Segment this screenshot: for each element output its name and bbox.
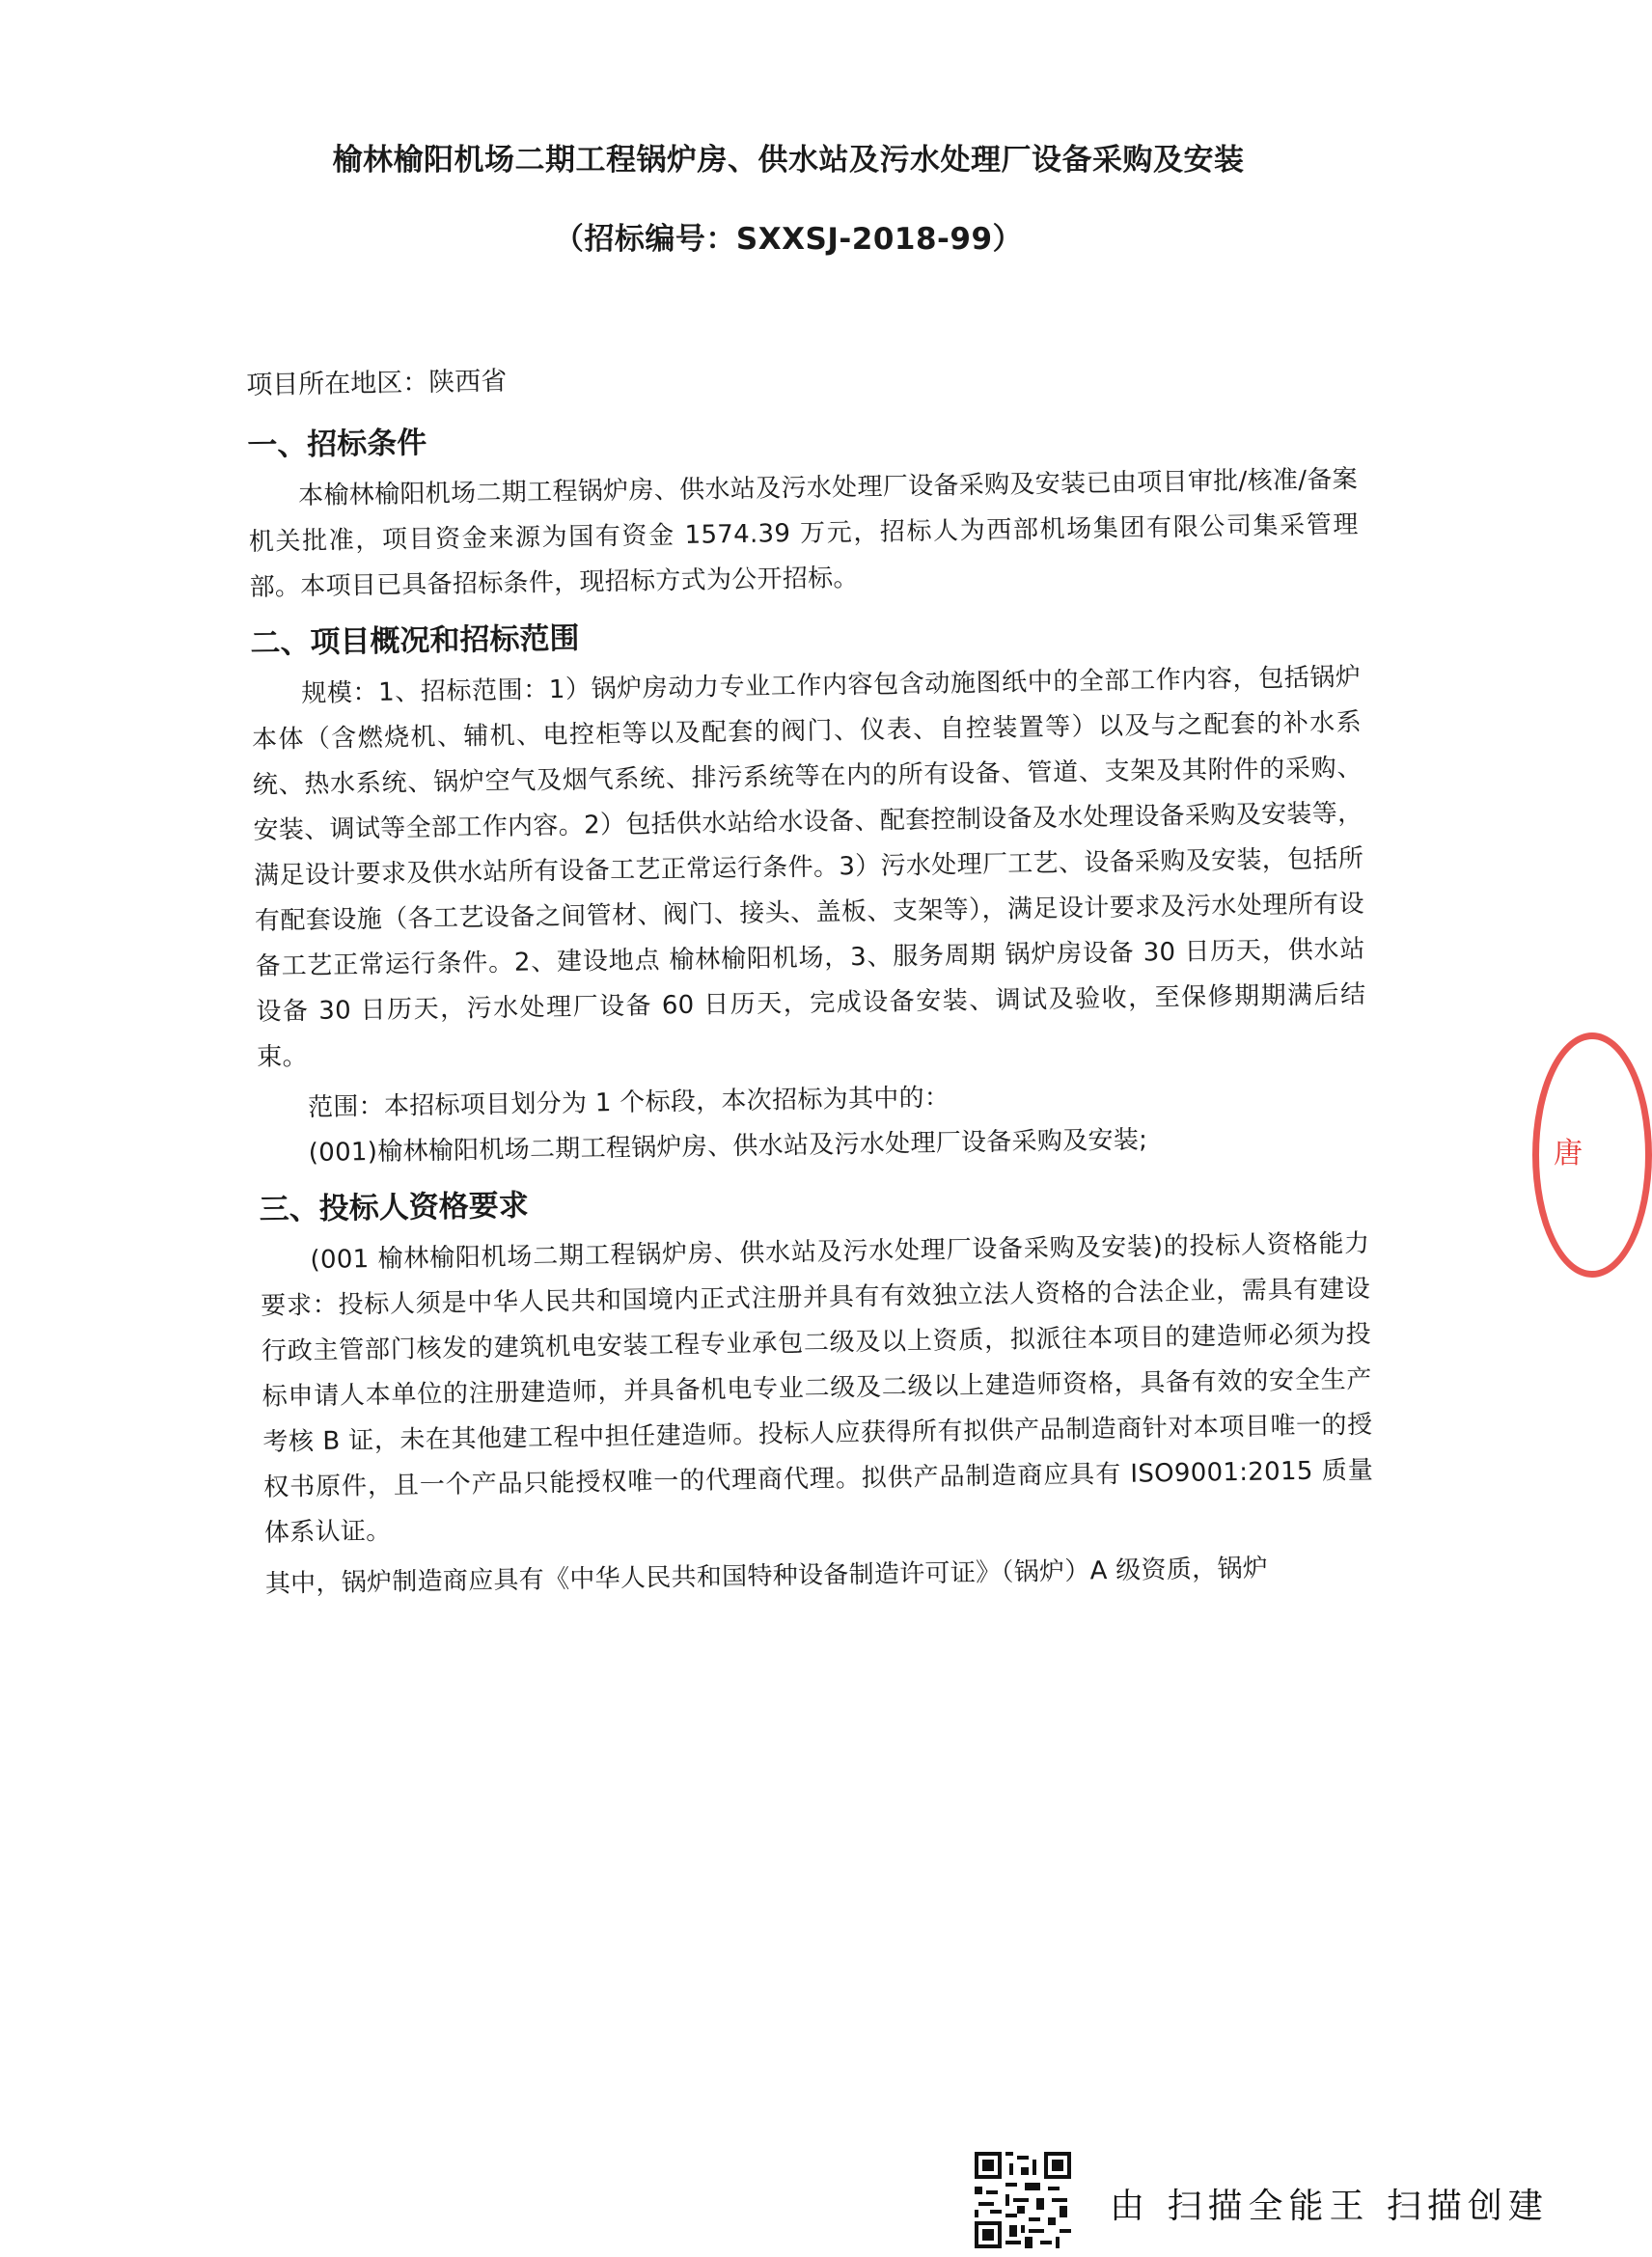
red-seal-glyph: 唐 (1554, 1137, 1583, 1170)
section-2-heading: 二、项目概况和招标范围 (250, 620, 580, 661)
section-1-heading: 一、招标条件 (247, 426, 427, 463)
document-body (246, 349, 1375, 1608)
section-3-body: (001 榆林榆阳机场二期工程锅炉房、供水站及污水处理厂设备采购及安装)的投标人资格能力要求：投标人须是中华人民共和国境内正式注册并具有有效独立法人资格的合法企业，需具有建设行政主管部门核发的建筑机电安装工程专业承包二级及以上资质，拟派往本项目的建造师必须为投标申请人本单位的注册建造师，并具备机电专业二级及二级以上建造师资格，具备有效的安全生产考核 B 证，未在其他建工程中担任建造师。投标人应获得所有拟供产品制造商针对本项目唯一的授权书原件，且一个产品只能授权唯一的代理商代理。拟供产品制造商应具有 ISO9001:2015 质量体系认证。 (261, 1228, 1374, 1548)
scanner-watermark-text: 由 扫描全能王 扫描创建 (1110, 2187, 1549, 2226)
qr-code-icon (975, 2152, 1071, 2248)
document-title: 榆林榆阳机场二期工程锅炉房、供水站及污水处理厂设备采购及安装 (332, 143, 1245, 178)
tender-code: （招标编号：SXXSJ-2018-99） (553, 222, 1024, 257)
section-2-lot-line: (001)榆林榆阳机场二期工程锅炉房、供水站及污水处理厂设备采购及安装; (308, 1125, 1148, 1169)
project-region: 项目所在地区：陕西省 (246, 366, 508, 400)
section-3-boiler-line: 其中，锅炉制造商应具有《中华人民共和国特种设备制造许可证》（锅炉）A 级资质，锅炉 (264, 1554, 1269, 1599)
section-3-heading: 三、投标人资格要求 (259, 1188, 529, 1227)
section-2-scope-line: 范围：本招标项目划分为 1 个标段，本次招标为其中的： (307, 1083, 950, 1123)
red-seal-stamp (1532, 1032, 1652, 1278)
section-1-body: 本榆林榆阳机场二期工程锅炉房、供水站及污水处理厂设备采购及安装已由项目审批/核准/备案机关批准，项目资金来源为国有资金 1574.39 万元，招标人为西部机场集团有限公司集采管理部。本项目已具备招标条件，现招标方式为公开招标。 (248, 464, 1359, 602)
section-2-body: 规模：1、招标范围：1）锅炉房动力专业工作内容包含动施图纸中的全部工作内容，包括锅炉本体（含燃烧机、辅机、电控柜等以及配套的阀门、仪表、自控装置等）以及与之配套的补水系统、热水系统、锅炉空气及烟气系统、排污系统等在内的所有设备、管道、支架及其附件的采购、安装、调试等全部工作内容。2）包括供水站给水设备、配套控制设备及水处理设备采购及安装等，满足设计要求及供水站所有设备工艺正常运行条件。3）污水处理厂工艺、设备采购及安装，包括所有配套设施（各工艺设备之间管材、阀门、接头、盖板、支架等），满足设计要求及污水处理所有设备工艺正常运行条件。2、建设地点 榆林榆阳机场，3、服务周期 锅炉房设备 30 日历天，供水站设备 30 日历天，污水处理厂设备 60 日历天，完成设备安装、调试及验收，至保修期期满后结束。 (251, 662, 1366, 1072)
